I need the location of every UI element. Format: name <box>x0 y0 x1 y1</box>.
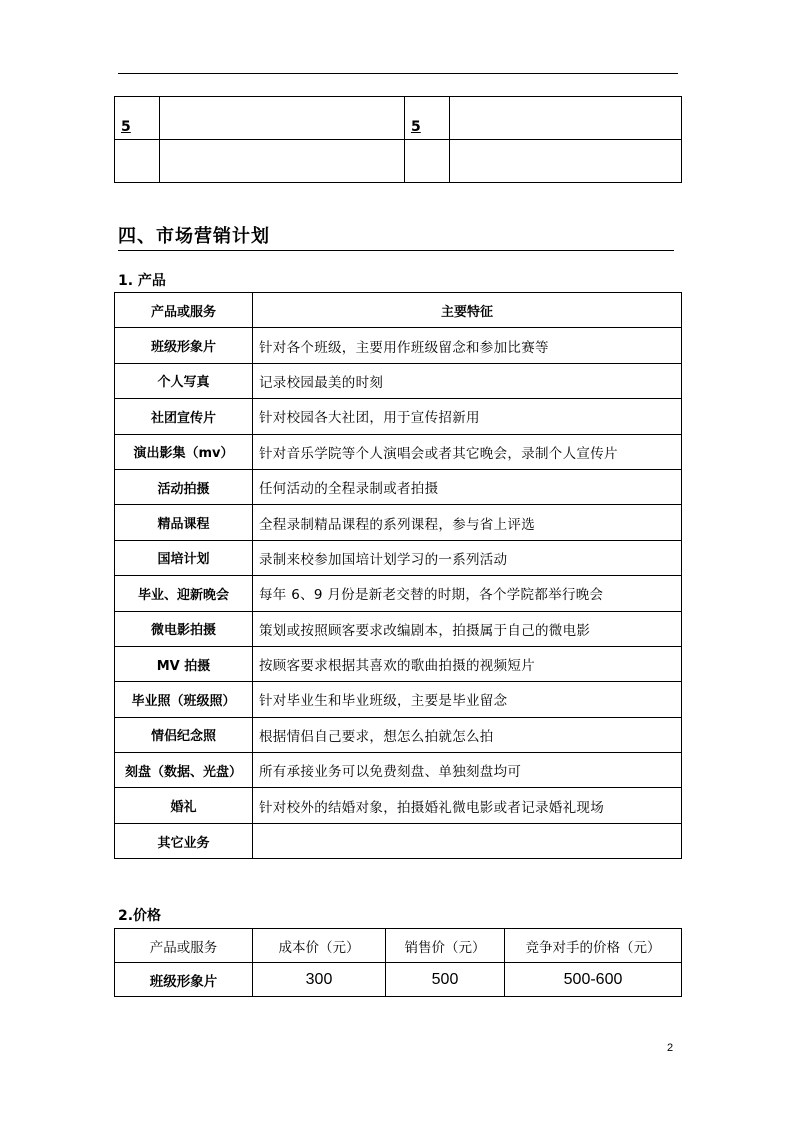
table-row <box>115 140 682 183</box>
product-name: 微电影拍摄 <box>115 611 253 646</box>
product-feature: 全程录制精品课程的系列课程，参与省上评选 <box>253 505 682 540</box>
table-row <box>115 682 682 717</box>
column-header: 产品或服务 <box>115 929 253 963</box>
table-row <box>115 963 682 997</box>
price-heading: 2.价格 <box>118 908 162 924</box>
table-cell <box>160 140 405 183</box>
table-row <box>115 469 682 504</box>
product-name: 情侣纪念照 <box>115 717 253 752</box>
product-feature: 录制来校参加国培计划学习的一系列活动 <box>253 540 682 575</box>
table-row <box>115 505 682 540</box>
product-name: 其它业务 <box>115 823 253 858</box>
table-row <box>115 328 682 363</box>
table-cell <box>450 140 682 183</box>
product-name: 社团宣传片 <box>115 399 253 434</box>
table-row <box>115 788 682 823</box>
product-name: 刻盘（数据、光盘） <box>115 753 253 788</box>
product-feature: 针对毕业生和毕业班级，主要是毕业留念 <box>253 682 682 717</box>
cost-price: 300 <box>253 963 386 997</box>
table-row <box>115 823 682 858</box>
product-name: 活动拍摄 <box>115 469 253 504</box>
product-name: 班级形象片 <box>115 328 253 363</box>
table-row <box>115 434 682 469</box>
product-feature: 所有承接业务可以免费刻盘、单独刻盘均可 <box>253 753 682 788</box>
section-title: 四、市场营销计划 <box>118 222 674 251</box>
table-cell <box>160 97 405 140</box>
competitor-price: 500-600 <box>505 963 682 997</box>
column-header: 成本价（元） <box>253 929 386 963</box>
table-cell <box>450 97 682 140</box>
price-table <box>114 928 682 997</box>
product-name: 个人写真 <box>115 363 253 398</box>
header-rule <box>118 73 678 74</box>
table-row <box>115 399 682 434</box>
product-name: MV 拍摄 <box>115 646 253 681</box>
column-header: 产品或服务 <box>115 293 253 328</box>
sale-price: 500 <box>386 963 505 997</box>
product-feature: 针对音乐学院等个人演唱会或者其它晚会，录制个人宣传片 <box>253 434 682 469</box>
products-heading: 1. 产品 <box>118 273 166 289</box>
product-feature: 任何活动的全程录制或者拍摄 <box>253 469 682 504</box>
row-number: 5 <box>405 97 450 140</box>
table-header-row <box>115 929 682 963</box>
table-row <box>115 363 682 398</box>
product-feature: 按顾客要求根据其喜欢的歌曲拍摄的视频短片 <box>253 646 682 681</box>
column-header: 竞争对手的价格（元） <box>505 929 682 963</box>
row-number: 5 <box>115 97 160 140</box>
table-row <box>115 97 682 140</box>
column-header: 销售价（元） <box>386 929 505 963</box>
product-name: 婚礼 <box>115 788 253 823</box>
row-number <box>405 140 450 183</box>
table-row <box>115 576 682 611</box>
product-feature: 针对各个班级，主要用作班级留念和参加比赛等 <box>253 328 682 363</box>
page-number: 2 <box>667 1042 674 1054</box>
products-table <box>114 292 682 859</box>
product-name: 班级形象片 <box>115 963 253 997</box>
table-row <box>115 540 682 575</box>
column-header: 主要特征 <box>253 293 682 328</box>
table-row <box>115 646 682 681</box>
product-feature: 每年 6、9 月份是新老交替的时期，各个学院都举行晚会 <box>253 576 682 611</box>
table-row <box>115 753 682 788</box>
table-row <box>115 611 682 646</box>
row-number <box>115 140 160 183</box>
table-header-row <box>115 293 682 328</box>
table-row <box>115 717 682 752</box>
product-name: 演出影集（mv） <box>115 434 253 469</box>
product-feature <box>253 823 682 858</box>
product-name: 毕业、迎新晚会 <box>115 576 253 611</box>
product-name: 精品课程 <box>115 505 253 540</box>
product-feature: 针对校外的结婚对象，拍摄婚礼微电影或者记录婚礼现场 <box>253 788 682 823</box>
product-name: 国培计划 <box>115 540 253 575</box>
product-feature: 策划或按照顾客要求改编剧本，拍摄属于自己的微电影 <box>253 611 682 646</box>
product-feature: 根据情侣自己要求，想怎么拍就怎么拍 <box>253 717 682 752</box>
product-feature: 针对校园各大社团，用于宣传招新用 <box>253 399 682 434</box>
top-table <box>114 96 682 183</box>
product-name: 毕业照（班级照） <box>115 682 253 717</box>
product-feature: 记录校园最美的时刻 <box>253 363 682 398</box>
